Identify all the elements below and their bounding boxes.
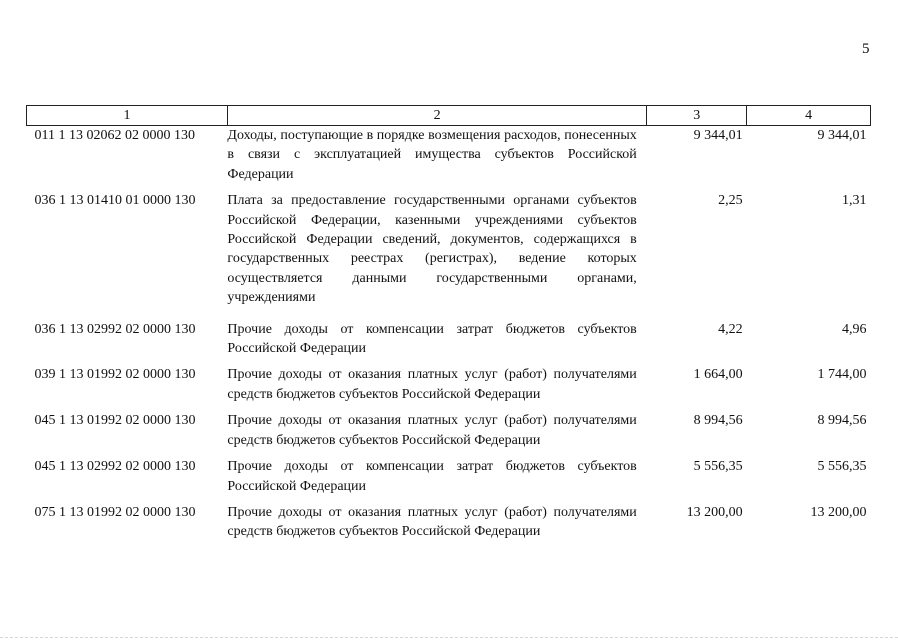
budget-code: 045 1 13 01992 02 0000 130 — [34, 413, 196, 429]
revenue-description: Прочие доходы от оказания платных услуг (работ) получателями средств бюджетов субъектов Российской Федерации — [227, 504, 637, 540]
budget-code: 036 1 13 01410 01 0000 130 — [34, 193, 196, 209]
revenue-description: Прочие доходы от оказания платных услуг (работ) получателями средств бюджетов субъектов Российской Федерации — [227, 367, 637, 402]
amount-col-3: 5 556,35 — [693, 459, 743, 475]
amount-col-3: 8 994,56 — [693, 413, 743, 429]
revenue-description: Доходы, поступающие в порядке возмещения расходов, понесенных в связи с эксплуатацией имущества субъектов Российской Федерации — [227, 128, 637, 182]
budget-code: 075 1 13 01992 02 0000 130 — [34, 504, 196, 520]
scan-edge-divider — [0, 636, 898, 638]
revenue-description: Прочие доходы от оказания платных услуг (работ) получателями средств бюджетов субъектов Российской Федерации — [227, 413, 637, 448]
revenue-table — [26, 105, 871, 542]
amount-col-4: 5 556,35 — [817, 459, 867, 475]
amount-col-4: 1,31 — [842, 193, 867, 209]
table-body — [27, 126, 871, 542]
amount-col-4: 1 744,00 — [817, 367, 867, 383]
amount-col-3: 9 344,01 — [693, 128, 743, 143]
budget-code: 036 1 13 02992 02 0000 130 — [34, 321, 196, 337]
amount-col-4: 8 994,56 — [817, 413, 867, 429]
budget-code: 011 1 13 02062 02 0000 130 — [34, 128, 195, 143]
table-row — [27, 126, 871, 192]
amount-col-3: 4,22 — [718, 321, 743, 337]
budget-code: 045 1 13 02992 02 0000 130 — [34, 459, 196, 475]
table-row — [27, 320, 871, 366]
revenue-description: Прочие доходы от компенсации затрат бюджетов субъектов Российской Федерации — [227, 459, 637, 494]
header-col-1: 1 — [27, 106, 228, 126]
table-row — [27, 457, 871, 503]
amount-col-3: 13 200,00 — [686, 504, 743, 520]
revenue-description: Плата за предоставление государственными органами субъектов Российской Федерации, казенными учреждениями субъектов Российской Федерации сведений, документов, содержащихся в государственных реестрах (регистрах), ведение которых осуществляется данными государственными органами, учреждениями — [227, 193, 637, 306]
budget-code: 039 1 13 01992 02 0000 130 — [34, 367, 196, 383]
revenue-description: Прочие доходы от компенсации затрат бюджетов субъектов Российской Федерации — [227, 321, 637, 357]
table-header — [27, 106, 871, 126]
page-number: 5 — [862, 41, 870, 57]
header-col-2: 2 — [227, 106, 646, 126]
amount-col-4: 4,96 — [842, 321, 867, 337]
header-col-3: 3 — [647, 106, 747, 126]
header-row — [27, 106, 871, 126]
header-col-4: 4 — [747, 106, 871, 126]
table-row — [27, 411, 871, 457]
amount-col-4: 13 200,00 — [810, 504, 867, 520]
table-row — [27, 503, 871, 542]
amount-col-3: 2,25 — [718, 193, 743, 209]
amount-col-4: 9 344,01 — [817, 128, 867, 143]
table-row — [27, 191, 871, 319]
table-row — [27, 365, 871, 411]
amount-col-3: 1 664,00 — [693, 367, 743, 383]
